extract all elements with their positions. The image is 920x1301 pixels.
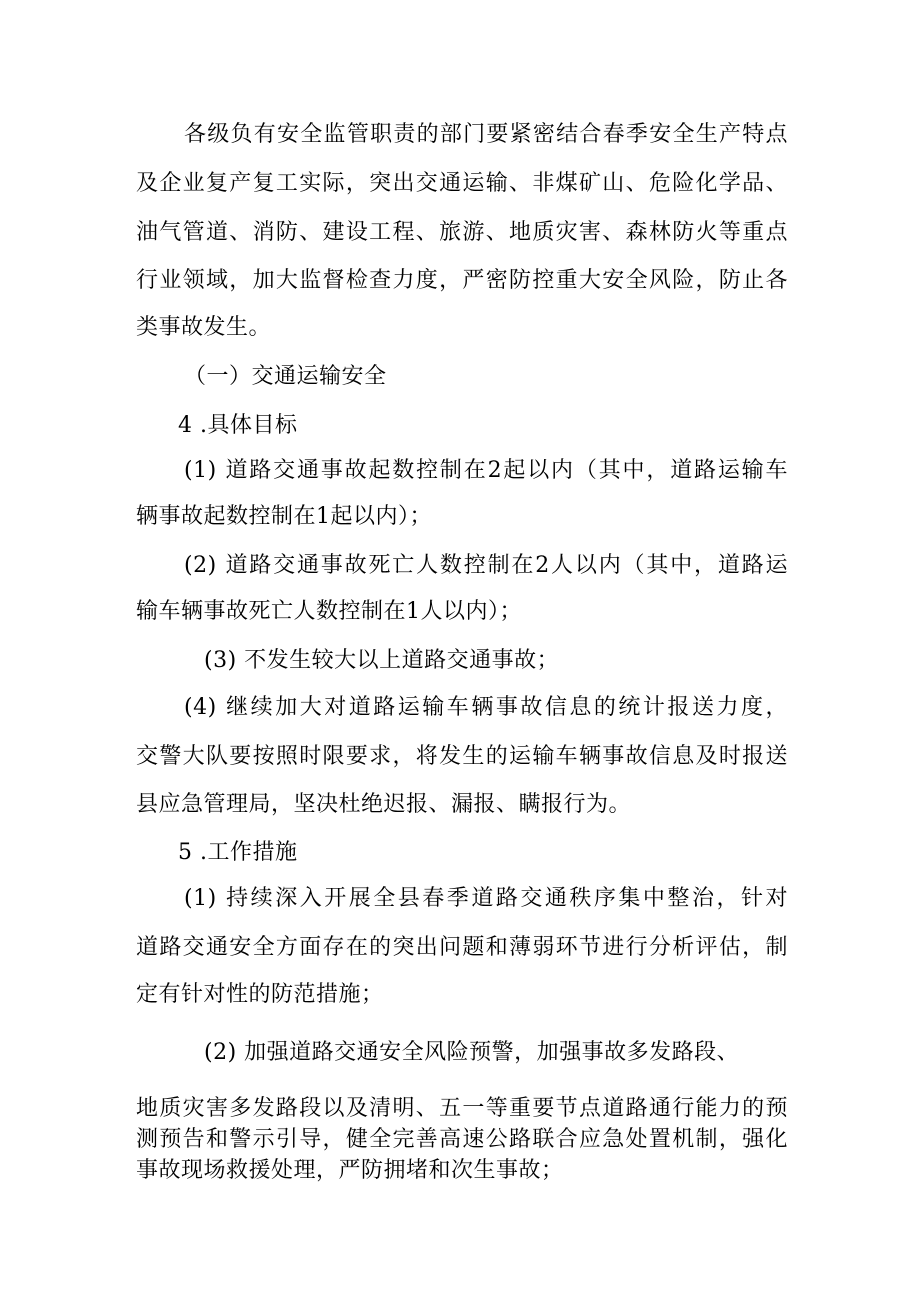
measure-2-line-3: 测预告和警示引导，健全完善高速公路联合应急处置机制，强化 (136, 1127, 788, 1152)
intro-line-2: 及企业复产复工实际，突出交通运输、非煤矿山、危险化学品、 (136, 171, 788, 196)
measure-2-line-2: 地质灾害多发路段以及清明、五一等重要节点道路通行能力的预 (136, 1096, 788, 1121)
intro-line-4: 行业领域，加大监督检查力度，严密防控重大安全风险，防止各 (136, 268, 788, 293)
section-title: （一）交通运输安全 (184, 364, 387, 389)
measure-2-line-1: (2) 加强道路交通安全风险预警，加强事故多发路段、 (204, 1040, 740, 1065)
goal-4-line-3: 县应急管理局，坚决杜绝迟报、漏报、瞒报行为。 (136, 792, 632, 817)
measure-1-line-1: (1) 持续深入开展全县春季道路交通秩序集中整治，针对 (184, 886, 788, 911)
goal-4-line-1: (4) 继续加大对道路运输车辆事故信息的统计报送力度， (184, 695, 788, 720)
measure-1-line-2: 道路交通安全方面存在的突出问题和薄弱环节进行分析评估，制 (136, 935, 788, 960)
goal-1-line-1: (1) 道路交通事故起数控制在2起以内（其中，道路运输车 (184, 458, 788, 483)
goal-2-line-2: 输车辆事故死亡人数控制在1人以内）； (136, 599, 522, 624)
goal-3-line-1: (3) 不发生较大以上道路交通事故； (204, 648, 560, 673)
measure-1-line-3: 定有针对性的防范措施； (136, 982, 384, 1007)
intro-line-1: 各级负有安全监管职责的部门要紧密结合春季安全生产特点 (184, 122, 788, 147)
goal-1-line-2: 辆事故起数控制在1起以内）； (136, 504, 432, 529)
measures-heading: 5 .工作措施 (178, 840, 298, 865)
intro-line-3: 油气管道、消防、建设工程、旅游、地质灾害、森林防火等重点 (136, 220, 788, 245)
goal-4-line-2: 交警大队要按照时限要求，将发生的运输车辆事故信息及时报送 (136, 744, 788, 769)
measure-2-line-4: 事故现场救援处理，严防拥堵和次生事故； (136, 1158, 564, 1183)
intro-line-5: 类事故发生。 (136, 315, 272, 340)
goal-2-line-1: (2) 道路交通事故死亡人数控制在2人以内（其中，道路运 (184, 553, 788, 578)
goals-heading: 4 .具体目标 (178, 413, 298, 438)
